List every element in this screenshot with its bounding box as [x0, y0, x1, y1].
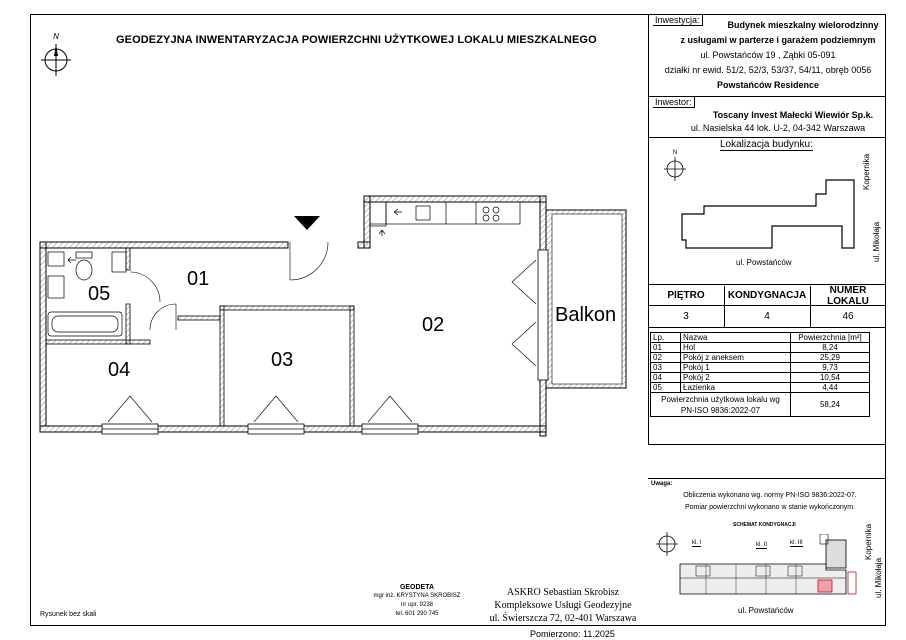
investor-name: Toscany Invest Małecki Wiewiór Sp.k. [712, 110, 874, 120]
table-row: 05 Łazienka 4,44 [651, 383, 870, 393]
scale-note: Rysunek bez skali [40, 611, 97, 618]
floor-plan [36, 190, 636, 450]
storey-header: KONDYGNACJA [727, 290, 807, 301]
location-street-right-1: Kopernika [862, 153, 871, 190]
notes-block [660, 490, 880, 514]
surveyor-title: GEODETA [399, 584, 435, 591]
investment-line2: z usługami w parterze i garażem podziemnym [680, 35, 876, 45]
unit-number-value: 46 [842, 311, 854, 322]
room-02-label: 02 [422, 314, 445, 336]
note-line2: Pomiar powierzchni wykonano w stanie wykończonym. [684, 504, 856, 511]
surveyor-license: nr upr. 9238 [400, 602, 434, 608]
balcony-label: Balkon [555, 304, 617, 326]
location-street-bottom: ul. Powstańców [736, 258, 792, 267]
floor-info-table [648, 286, 886, 328]
north-label: N [53, 32, 59, 41]
investor-address: ul. Nasielska 44 lok. U-2, 04-342 Warszawa [690, 123, 866, 133]
room-03-label: 03 [271, 349, 294, 371]
total-value: 58,24 [791, 393, 870, 417]
schema-street-bottom: ul. Powstańców [738, 606, 794, 615]
location-label: Lokalizacja budynku: [720, 139, 813, 150]
investment-name: Powstańców Residence [716, 80, 820, 90]
entrance-arrow-icon [294, 216, 320, 230]
company-block [468, 586, 658, 625]
col-area: Powierzchnia [m²] [791, 333, 870, 343]
company-services: Kompleksowe Usługi Geodezyjne [494, 600, 632, 611]
floor-header: PIĘTRO [667, 290, 705, 301]
investment-address: ul. Powstańców 19 , Ząbki 05-091 [700, 50, 836, 60]
total-label-1: Powierzchnia użytkowa lokalu wg [661, 394, 780, 404]
table-row: 02 Pokój z aneksem 25,29 [651, 353, 870, 363]
investment-line1: Budynek mieszkalny wielorodzinny [727, 20, 879, 30]
total-row [651, 393, 870, 417]
bathroom-fixtures [48, 252, 126, 336]
page-title: GEODEZYJNA INWENTARYZACJA POWIERZCHNI UŻYTKOWEJ LOKALU MIESZKALNEGO [116, 34, 597, 46]
investment-plots: działki nr ewid. 51/2, 52/3, 53/37, 54/11, obręb 0056 [664, 65, 872, 75]
col-name: Nazwa [681, 333, 791, 343]
company-address: ul. Świerszcza 72, 02-401 Warszawa [489, 613, 637, 624]
schema-title: SCHEMAT KONDYGNACJI [733, 522, 796, 528]
schema-kl3: kl. III [790, 540, 803, 546]
total-label-2: PN-ISO 9836:2022-07 [680, 405, 761, 415]
floor-value: 3 [683, 311, 689, 322]
schema-kl2: kl. II [756, 542, 768, 548]
surveyor-phone: tel. 601 290 745 [395, 611, 439, 617]
building-location-outline [670, 170, 870, 260]
room-05-label: 05 [88, 283, 111, 305]
table-row: 03 Pokój 1 9,73 [651, 363, 870, 373]
investment-label: Inwestycja: [653, 15, 703, 26]
balcony-area [546, 210, 626, 388]
table-row: 04 Pokój 2 10,54 [651, 373, 870, 383]
room-01-label: 01 [187, 268, 210, 290]
notes-label: Uwaga: [651, 481, 673, 487]
kitchen-unit [370, 202, 520, 236]
storey-schema-drawing [676, 534, 866, 610]
rooms-table [650, 332, 870, 417]
unit-number-header: NUMER LOKALU [827, 284, 869, 307]
schema-street-right-2: ul. Mikołaja [874, 557, 883, 598]
svg-text:N: N [672, 150, 678, 156]
col-lp: Lp. [651, 333, 681, 343]
schema-kl1: kl. I [692, 540, 702, 546]
schema-street-right-1: Kopernika [864, 523, 873, 560]
note-line1: Obliczenia wykonano wg. normy PN-ISO 9836:2022-07. [683, 492, 857, 499]
table-row: 01 Hol 8,24 [651, 343, 870, 353]
location-street-right-2: ul. Mikołaja [872, 221, 881, 262]
storey-value: 4 [764, 311, 770, 322]
measured-date: Pomierzono: 11.2025 [530, 629, 615, 639]
investment-block [650, 18, 886, 93]
north-arrow-icon [36, 30, 76, 80]
investor-label: Inwestor: [653, 97, 695, 108]
panel-divider [648, 14, 649, 444]
room-04-label: 04 [108, 359, 131, 381]
company-name: ASKRO Sebastian Skrobisz [506, 587, 620, 598]
surveyor-block [362, 583, 472, 619]
surveyor-name: mgr inż. KRYSTYNA SKROBISZ [373, 593, 461, 599]
investor-block [650, 109, 886, 135]
